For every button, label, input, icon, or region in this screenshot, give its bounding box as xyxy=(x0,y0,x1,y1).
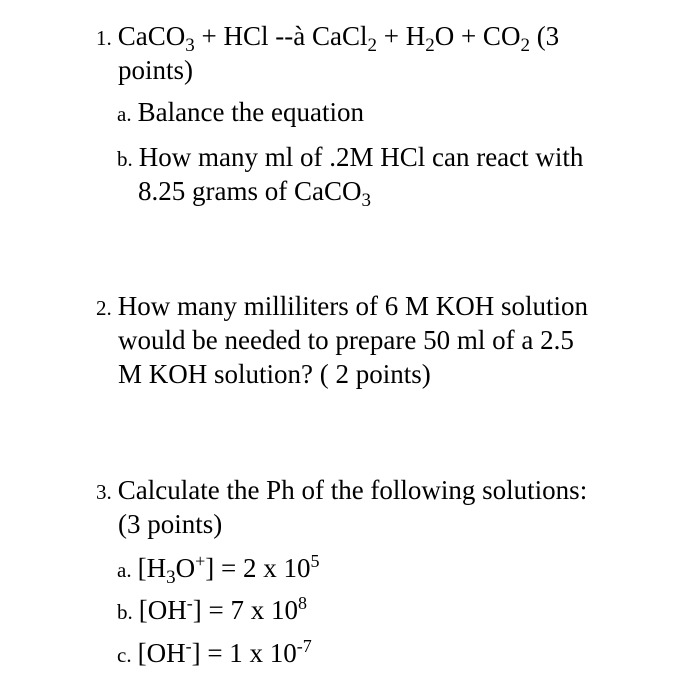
question-3-line-2: (3 points) xyxy=(118,509,223,539)
superscript: -7 xyxy=(296,636,312,656)
superscript: + xyxy=(195,551,206,571)
question-3-part-a xyxy=(117,552,319,586)
question-2-line-1 xyxy=(96,290,588,324)
subscript: 3 xyxy=(185,35,195,56)
question-3-line-1 xyxy=(96,474,587,508)
part-text: 8.25 grams of CaCO xyxy=(138,176,362,206)
part-label: a. xyxy=(117,558,132,582)
question-number: 1. xyxy=(96,26,112,50)
question-1-part-b xyxy=(117,141,583,175)
question-1-part-a xyxy=(117,96,364,130)
subscript: 2 xyxy=(367,35,377,56)
part-label: b. xyxy=(117,147,133,171)
question-1-line-1 xyxy=(96,20,559,54)
subscript: 3 xyxy=(166,567,176,588)
subscript: 2 xyxy=(425,35,435,56)
equation-text: + H xyxy=(376,21,426,51)
part-label: a. xyxy=(117,102,132,126)
question-1-part-b-cont xyxy=(138,175,371,211)
question-number: 3. xyxy=(96,480,112,504)
question-3-part-b xyxy=(117,594,307,628)
question-2-line-2: would be needed to prepare 50 ml of a 2.5 xyxy=(118,325,574,355)
equation-text: O + CO xyxy=(434,21,521,51)
question-text: Calculate the Ph of the following solutions: xyxy=(117,475,588,505)
equation-text: (3 xyxy=(529,21,560,51)
superscript: 8 xyxy=(297,593,307,613)
formula-text: ] = 2 x 10 xyxy=(205,553,311,583)
formula-text: ] = 7 x 10 xyxy=(192,595,298,625)
formula-text: [H xyxy=(137,553,167,583)
subscript: 2 xyxy=(520,35,530,56)
part-label: b. xyxy=(117,600,133,624)
superscript: 5 xyxy=(310,551,320,571)
equation-text: + HCl --à CaCl xyxy=(194,21,368,51)
subscript: 3 xyxy=(361,190,371,211)
superscript: - xyxy=(186,593,193,613)
part-label: c. xyxy=(117,643,132,667)
superscript: - xyxy=(185,636,192,656)
formula-text: [OH xyxy=(138,595,187,625)
formula-text: ] = 1 x 10 xyxy=(191,638,297,668)
formula-text: [OH xyxy=(137,638,186,668)
question-1-line-2: points) xyxy=(118,55,194,85)
question-number: 2. xyxy=(96,296,112,320)
question-text: How many milliliters of 6 M KOH solution xyxy=(117,291,588,321)
question-2-line-3: M KOH solution? ( 2 points) xyxy=(118,359,431,389)
part-text: Balance the equation xyxy=(137,97,364,127)
part-text: How many ml of .2M HCl can react with xyxy=(138,142,584,172)
equation-text: CaCO xyxy=(117,21,186,51)
question-3-part-c xyxy=(117,637,312,671)
formula-text: O xyxy=(175,553,196,583)
